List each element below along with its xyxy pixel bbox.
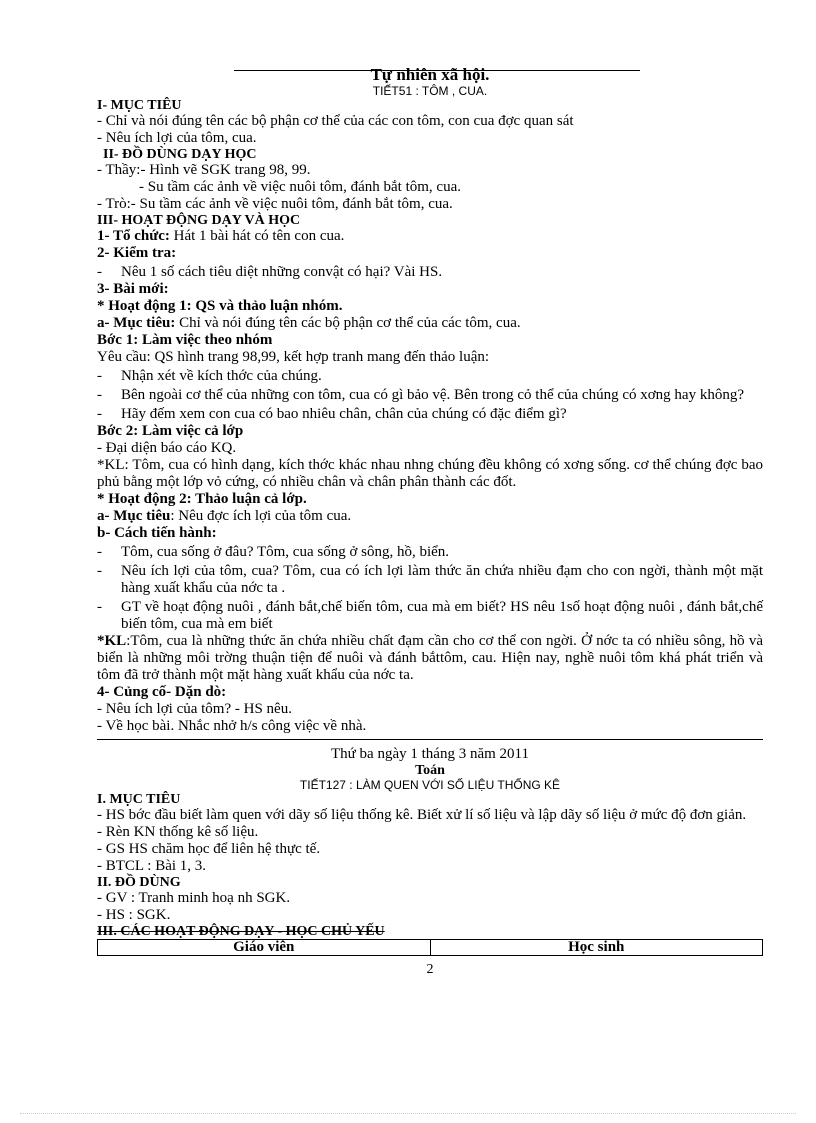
step4-line: - Nêu ích lợi của tôm? - HS nêu. bbox=[97, 701, 292, 717]
step1-text: Hát 1 bài hát có tên con cua. bbox=[169, 228, 345, 244]
lesson2-material: - HS : SGK. bbox=[97, 907, 171, 923]
lesson2-materials-heading: II. ĐỒ DÙNG bbox=[97, 875, 181, 890]
lesson1-activities-heading: III- HOẠT ĐỘNG DẠY VÀ HỌC bbox=[97, 213, 301, 228]
list-item: - Nêu ích lợi của tôm, cua? Tôm, cua có ích lợi làm thức ăn chứa nhiều đạm cho con ngời, thành một mặt hàng xuất khẩu của nớc ta . bbox=[97, 563, 763, 596]
lesson1-materials-heading: II- ĐỒ DÙNG DẠY HỌC bbox=[103, 147, 257, 162]
activity2-heading: * Hoạt động 2: Thảo luận cả lớp. bbox=[97, 491, 307, 507]
lesson2-title: TIẾT127 : LÀM QUEN VỚI SỐ LIỆU THỐNG KÊ bbox=[299, 778, 561, 792]
activity1-conclusion: *KL: Tôm, cua có hình dạng, kích thớc khác nhau nhng chúng đều không có xơng sống. cơ thể chúng đợc bao phủ bằng một lớp vỏ cứng, có nhiều chân và chân phân thành các đốt. bbox=[97, 457, 763, 490]
activity1-report: - Đại diện báo cáo KQ. bbox=[97, 440, 237, 456]
lesson1-subject: Tự nhiên xã hội. bbox=[370, 65, 490, 84]
page-bottom-dotted-line bbox=[20, 1113, 796, 1114]
activity1-heading: * Hoạt động 1: QS và thảo luận nhóm. bbox=[97, 298, 343, 314]
step2-label: 2- Kiểm tra: bbox=[97, 245, 177, 261]
lesson2-material: - GV : Tranh minh hoạ nh SGK. bbox=[97, 890, 291, 906]
lesson2-objectives-heading: I. MỤC TIÊU bbox=[97, 792, 181, 807]
section-divider bbox=[97, 739, 763, 740]
lesson2-objective: - HS bớc đầu biết làm quen với dãy số liệu thống kê. Biết xử lí số liệu và lập dãy số liệu ở mức độ đơn giản. bbox=[97, 807, 747, 823]
activity1-request: Yêu cầu: QS hình trang 98,99, kết hợp tranh mang đến thảo luận: bbox=[97, 349, 490, 365]
lesson2-objective: - BTCL : Bài 1, 3. bbox=[97, 858, 207, 874]
step3-label: 3- Bài mới: bbox=[97, 281, 169, 297]
list-item: - Hãy đếm xem con cua có bao nhiêu chân, chân của chúng có đặc điểm gì? bbox=[97, 406, 567, 422]
activity1-goal: a- Mục tiêu: Chỉ và nói đúng tên các bộ phận cơ thể của các tôm, cua. bbox=[97, 315, 521, 331]
activity1-step1: Bớc 1: Làm việc theo nhóm bbox=[97, 332, 273, 348]
lesson2-objective: - GS HS chăm học để liên hệ thực tế. bbox=[97, 841, 321, 857]
lesson1-objective: - Nêu ích lợi của tôm, cua. bbox=[97, 130, 257, 146]
lesson1-step1 bbox=[97, 228, 763, 245]
list-item: - Tôm, cua sống ở đâu? Tôm, cua sống ở sông, hồ, biển. bbox=[97, 544, 450, 560]
document-page bbox=[97, 58, 763, 978]
lesson2-subject: Toán bbox=[415, 763, 445, 778]
lesson1-teacher-materials: - Thầy:- Hình vẽ SGK trang 98, 99. bbox=[97, 162, 311, 178]
activity2-method: b- Cách tiến hành: bbox=[97, 525, 217, 541]
step1-label: 1- Tổ chức: bbox=[97, 228, 170, 244]
activity2-conclusion: *KL:Tôm, cua là những thức ăn chứa nhiều chất đạm cần cho cơ thể con ngời. Ở nớc ta có nhiều sông, hồ và biển là những môi trờng thuận tiện để nuôi và đánh bắttôm, cau. Hiện nay, nghề nuôi tôm khá phát triển và tôm đã trở thành một mặt hàng xuất khẩu của nớc ta. bbox=[97, 633, 763, 683]
activities-table bbox=[97, 939, 763, 956]
lesson2-date: Thứ ba ngày 1 tháng 3 năm 2011 bbox=[331, 746, 529, 762]
lesson2-activities-heading: III. CÁC HOẠT ĐỘNG DẠY - HỌC CHỦ YẾU bbox=[97, 924, 385, 939]
table-row bbox=[98, 940, 763, 956]
page-number: 2 bbox=[426, 962, 434, 977]
lesson1-title: TIẾT51 : TÔM , CUA. bbox=[372, 84, 488, 98]
step4-line: - Về học bài. Nhắc nhở h/s công việc về nhà. bbox=[97, 718, 367, 734]
step4-label: 4- Củng cố- Dặn dò: bbox=[97, 684, 227, 700]
lesson1-teacher-materials-2: - Su tầm các ảnh về việc nuôi tôm, đánh bắt tôm, cua. bbox=[139, 179, 461, 195]
lesson1-objectives-heading: I- MỤC TIÊU bbox=[97, 98, 182, 113]
list-item: - GT về hoạt động nuôi , đánh bắt,chế biến tôm, cua mà em biết? HS nêu 1số hoạt động nuôi , đánh bắt,chế biến tôm, cua mà em biết bbox=[97, 599, 763, 632]
table-header-student: Học sinh bbox=[430, 940, 763, 956]
activity1-step2: Bớc 2: Làm việc cả lớp bbox=[97, 423, 244, 439]
table-header-teacher: Giáo viên bbox=[98, 940, 431, 956]
list-item: - Nhận xét về kích thớc của chúng. bbox=[97, 368, 322, 384]
list-item: - Bên ngoài cơ thể của những con tôm, cua có gì bảo vệ. Bên trong cỏ thể của chúng có xơng hay không? bbox=[97, 387, 744, 403]
lesson2-objective: - Rèn KN thống kê số liệu. bbox=[97, 824, 259, 840]
lesson1-student-materials: - Trò:- Su tầm các ảnh về việc nuôi tôm, đánh bắt tôm, cua. bbox=[97, 196, 453, 212]
activity2-goal: a- Mục tiêu: Nêu đợc ích lợi của tôm cua. bbox=[97, 508, 352, 524]
list-item: - Nêu 1 số cách tiêu diệt những convật có hại? Vài HS. bbox=[97, 264, 443, 280]
lesson1-objective: - Chỉ và nói đúng tên các bộ phận cơ thể của các con tôm, con cua đợc quan sát bbox=[97, 113, 574, 129]
